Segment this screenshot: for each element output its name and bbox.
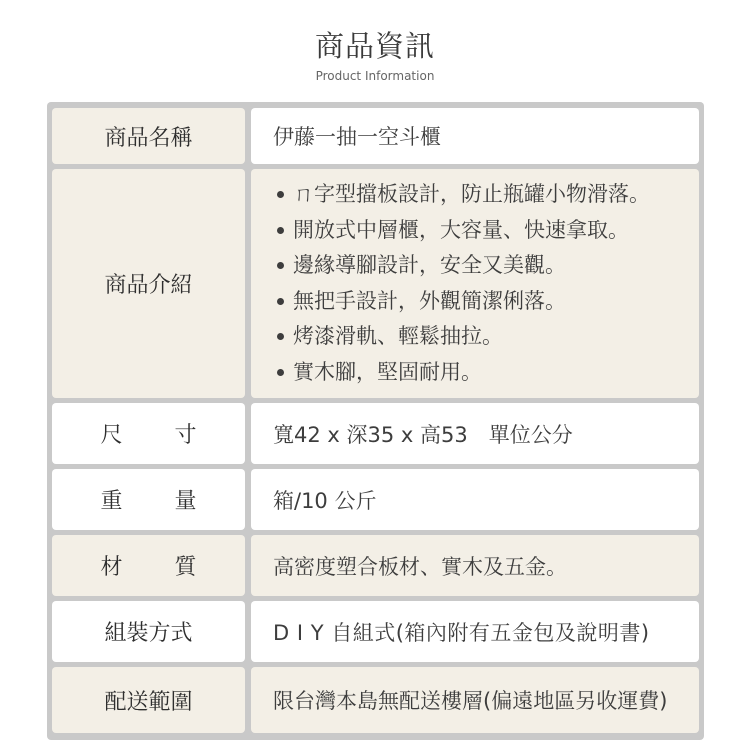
- product-name-label: 商品名稱: [104, 125, 193, 151]
- list-item: 開放式中層櫃，大容量、快速拿取。: [273, 213, 650, 249]
- table-row-assembly: [47, 601, 704, 662]
- feature-list: [273, 177, 650, 390]
- assembly-value: D I Y 自組式(箱內附有五金包及說明書): [273, 620, 650, 645]
- value-cell: [251, 469, 699, 530]
- material-value: 高密度塑合板材、實木及五金。: [273, 554, 567, 579]
- value-cell: [251, 108, 699, 164]
- table-row-weight: [47, 469, 704, 530]
- label-cell: [52, 108, 245, 164]
- bullet-icon: [277, 227, 284, 234]
- bullet-icon: [277, 262, 284, 269]
- dimensions-value: 寬42 x 深35 x 高53 單位公分: [273, 422, 573, 447]
- product-name-value: 伊藤一抽一空斗櫃: [273, 125, 441, 149]
- label-cell: [52, 667, 245, 733]
- bullet-icon: [277, 191, 284, 198]
- table-row-delivery: [47, 667, 704, 733]
- value-cell: [251, 535, 699, 596]
- bullet-icon: [277, 298, 284, 305]
- weight-label: 重 量: [100, 489, 197, 514]
- label-cell: [52, 469, 245, 530]
- table-row-product-name: [47, 108, 704, 164]
- dimensions-label: 尺 寸: [100, 423, 197, 448]
- product-intro-label: 商品介紹: [104, 273, 193, 298]
- label-cell: [52, 601, 245, 662]
- value-cell: [251, 601, 699, 662]
- value-cell: [251, 403, 699, 464]
- list-item: 烤漆滑軌、輕鬆抽拉。: [273, 319, 650, 355]
- weight-value: 箱/10 公斤: [273, 488, 377, 513]
- bullet-icon: [277, 333, 284, 340]
- table-row-material: [47, 535, 704, 596]
- list-item: 實木腳，堅固耐用。: [273, 355, 650, 391]
- list-item: 邊緣導腳設計，安全又美觀。: [273, 248, 650, 284]
- material-label: 材 質: [100, 555, 197, 580]
- delivery-label: 配送範圍: [104, 689, 193, 715]
- label-cell: [52, 403, 245, 464]
- assembly-label: 組裝方式: [104, 621, 193, 646]
- bullet-icon: [277, 369, 284, 376]
- label-cell: [52, 535, 245, 596]
- page-header: [0, 28, 750, 84]
- table-row-dimensions: [47, 403, 704, 464]
- table-row-product-intro: [47, 169, 704, 398]
- list-item: ㄇ字型擋板設計，防止瓶罐小物滑落。: [273, 177, 650, 213]
- value-cell: [251, 667, 699, 733]
- page-subtitle: Product Information: [315, 69, 435, 83]
- delivery-value: 限台灣本島無配送樓層(偏遠地區另收運費): [273, 689, 668, 713]
- page-title: 商品資訊: [314, 29, 435, 63]
- label-cell: [52, 169, 245, 398]
- product-info-table: [47, 102, 704, 740]
- value-cell: [251, 169, 699, 398]
- list-item: 無把手設計，外觀簡潔俐落。: [273, 284, 650, 320]
